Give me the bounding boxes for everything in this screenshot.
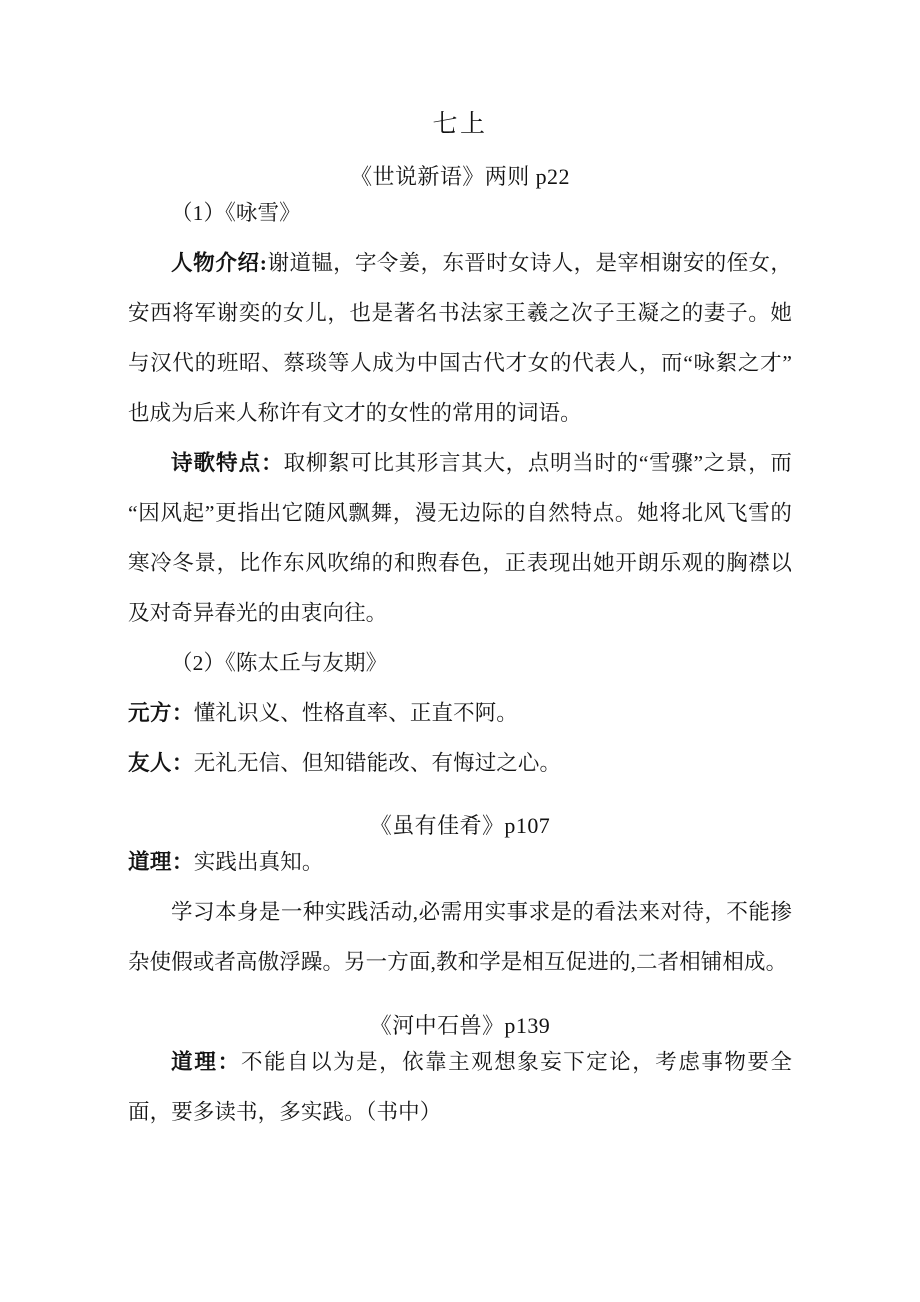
label-daoli-hezhongshishou: 道理： [171, 1050, 242, 1074]
label-yuanfang: 元方： [128, 701, 194, 725]
text-youren: 无礼无信、但知错能改、有悔过之心。 [193, 751, 562, 775]
paragraph-daoli-suiyoujiayao [128, 837, 792, 887]
paragraph-shige-tedian [128, 438, 792, 638]
paragraph-youren [128, 738, 792, 788]
page-title: 七上 [432, 111, 488, 138]
document-body [128, 0, 792, 1137]
text-renwu-jieshao: 谢道韫，字令姜，东晋时女诗人，是宰相谢安的侄女，安西将军谢奕的女儿，也是著名书法家王羲之次子王凝之的妻子。她与汉代的班昭、蔡琰等人成为中国古代才女的代表人，而“咏絮之才”也成为后来人称许有文才的女性的常用的词语。 [128, 251, 792, 425]
section-heading-shishuoxinyu: 《世说新语》两则 p22 [350, 164, 570, 189]
text-shige-tedian: 取柳絮可比其形言其大，点明当时的“雪骤”之景，而“因风起”更指出它随风飘舞，漫无边际的自然特点。她将北风飞雪的寒冷冬景，比作东风吹绵的和煦春色，正表现出她开朗乐观的胸襟以及对奇异春光的由衷向往。 [128, 451, 793, 625]
section-heading-hezhongshishou: 《河中石兽》p139 [369, 1013, 551, 1038]
label-renwu-jieshao: 人物介绍: [171, 251, 268, 275]
section-heading-suiyoujiayao: 《虽有佳肴》p107 [369, 813, 551, 838]
subheading-yongxue: （1）《咏雪》 [171, 201, 301, 225]
label-daoli-suiyoujiayao: 道理： [128, 850, 194, 874]
label-shige-tedian: 诗歌特点： [171, 451, 284, 475]
text-daoli-hezhongshishou: 不能自以为是，依靠主观想象妄下定论，考虑事物要全面，要多读书，多实践。（书中） [128, 1050, 792, 1124]
text-yuanfang: 懂礼识义、性格直率、正直不阿。 [193, 701, 518, 725]
paragraph-daoli-hezhongshishou [128, 1037, 792, 1137]
subheading-chentaiqiu: （2）《陈太丘与友期》 [171, 651, 388, 675]
paragraph-xuexi-benshen: 学习本身是一种实践活动,必需用实事求是的看法来对待，不能掺杂使假或者高傲浮躁。另一方面,教和学是相互促进的,二者相铺相成。 [128, 900, 792, 974]
text-daoli-suiyoujiayao: 实践出真知。 [193, 850, 324, 874]
paragraph-renwu-jieshao [128, 238, 792, 438]
label-youren: 友人： [128, 751, 194, 775]
paragraph-yuanfang [128, 688, 792, 738]
